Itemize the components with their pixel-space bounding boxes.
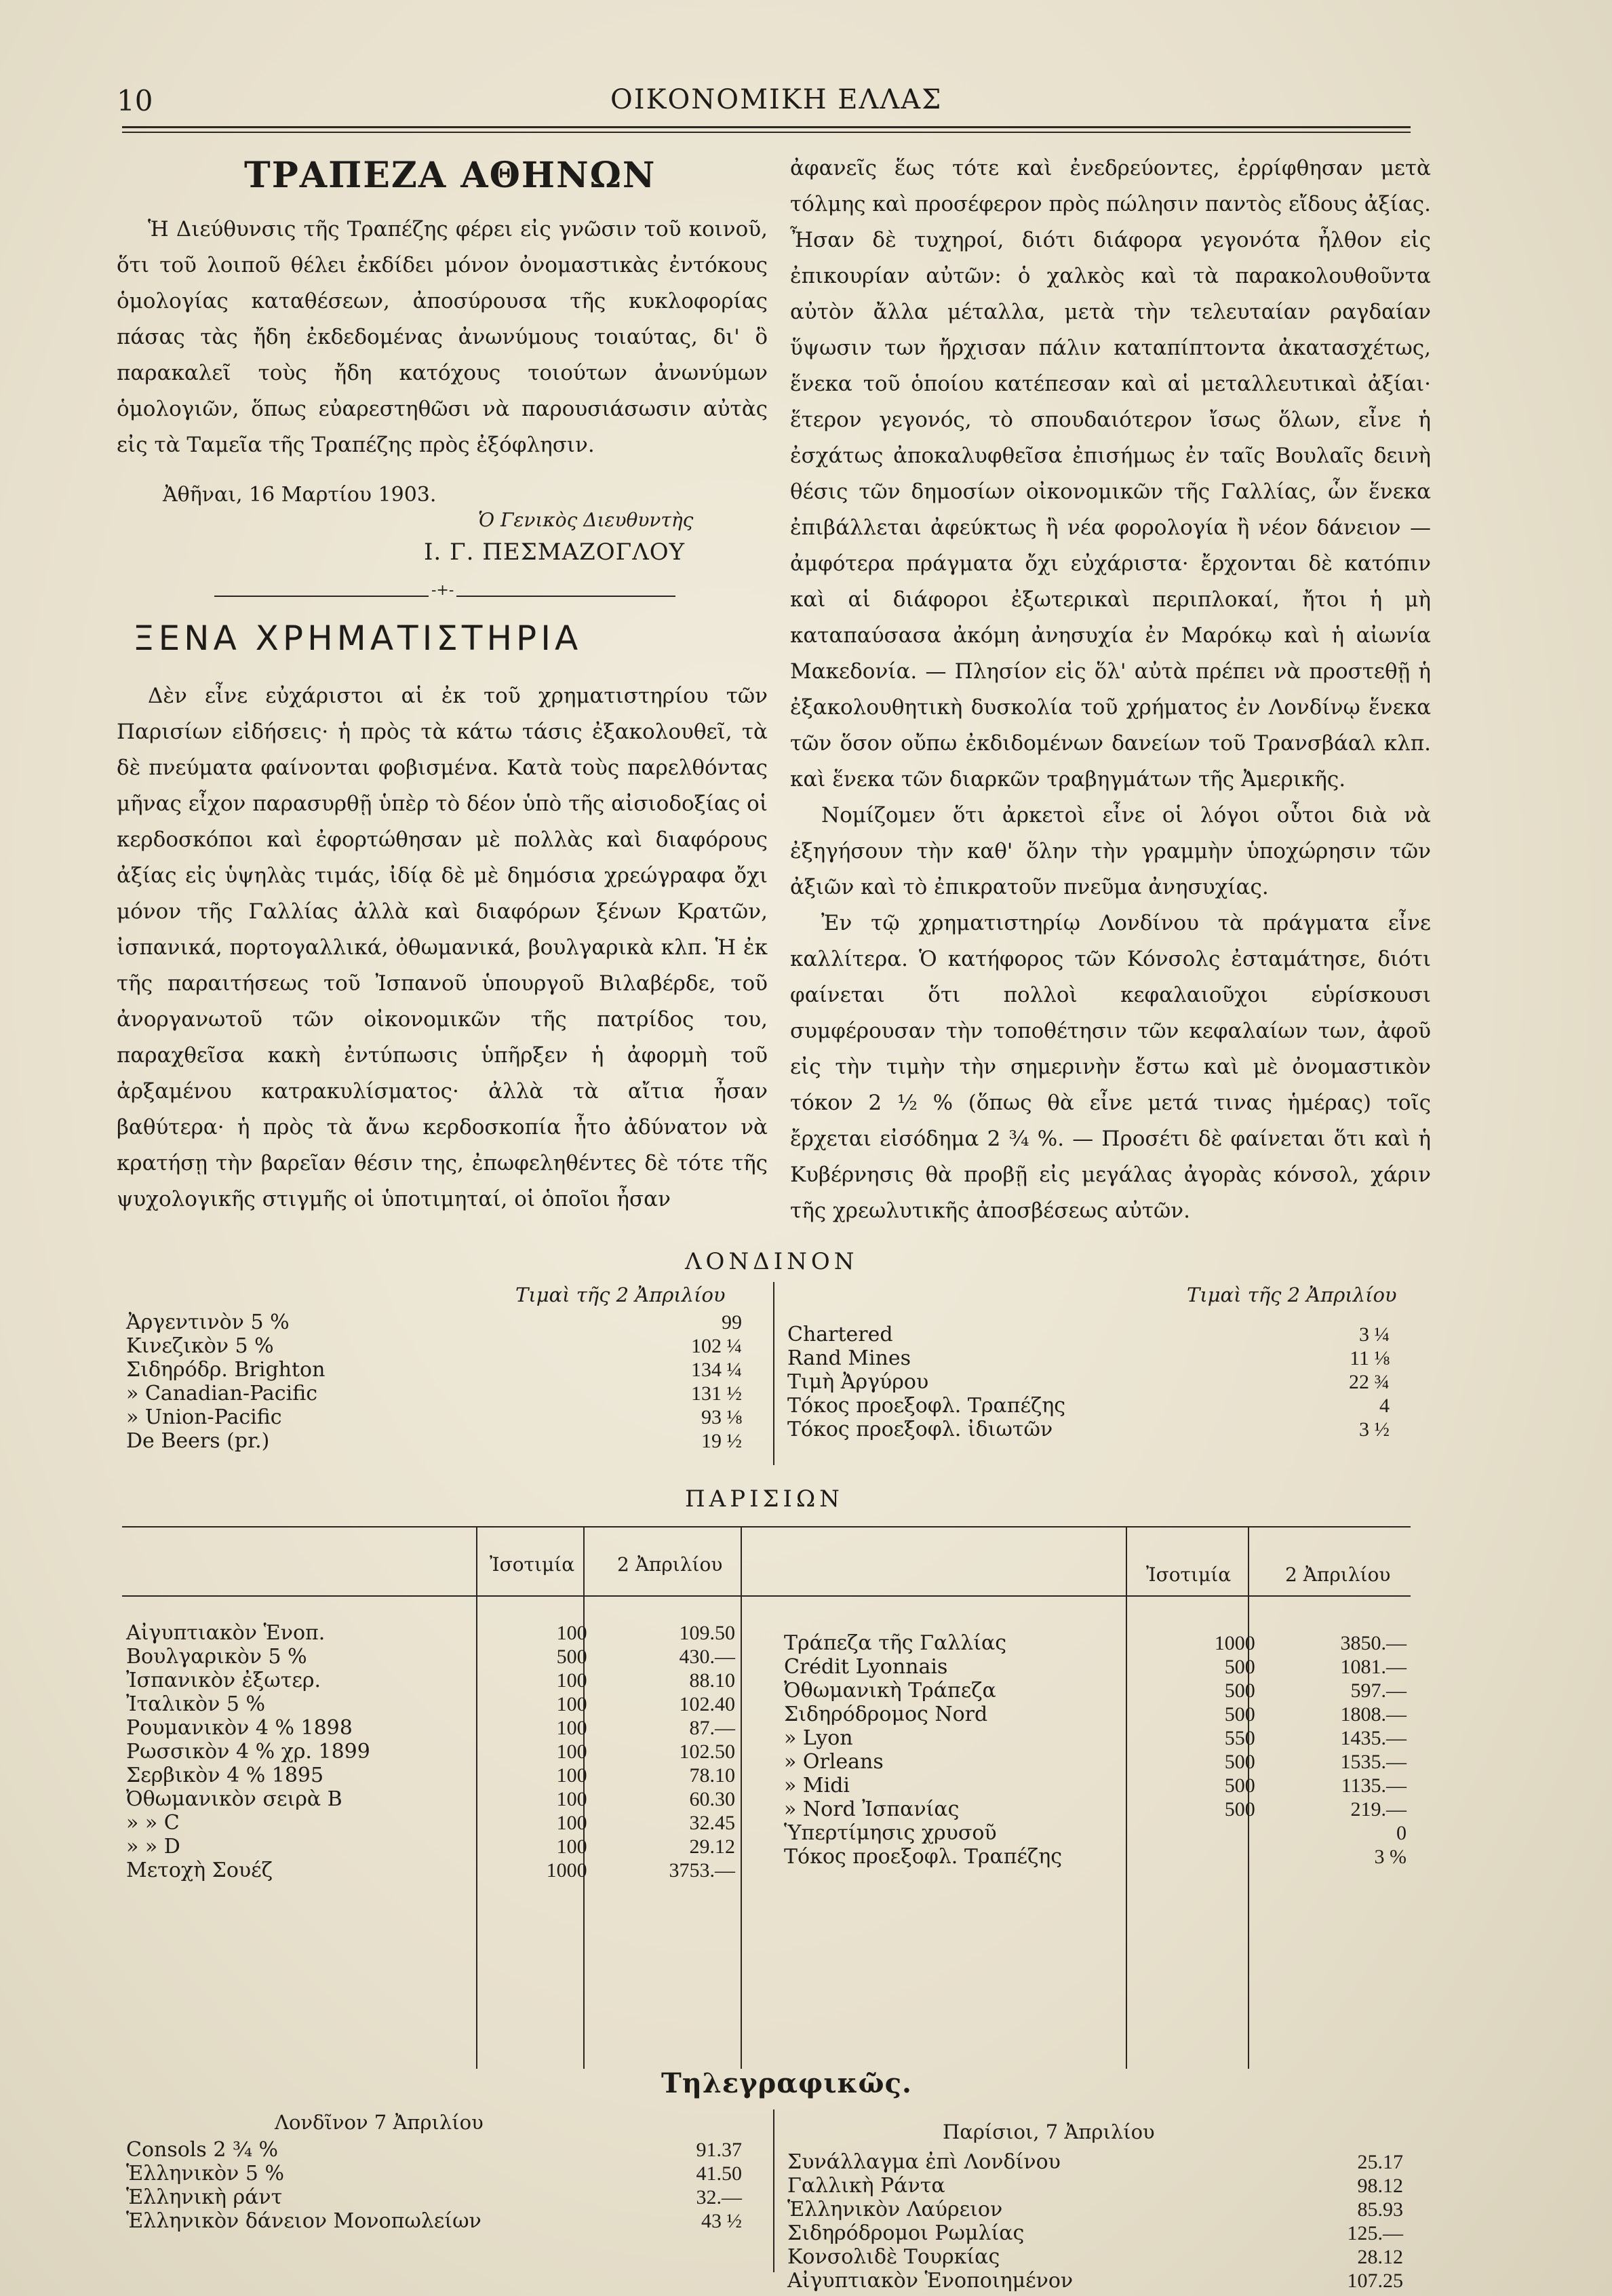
header-rule-thin — [122, 132, 1411, 133]
price-value: 28.12 — [1357, 2246, 1403, 2268]
paris-row — [780, 1750, 1411, 1774]
parity-value: 500 — [1224, 1656, 1255, 1678]
telegraph-paris-table — [783, 2150, 1407, 2293]
price-value: 3753.— — [669, 1859, 735, 1882]
security-name: Κονσολιδὲ Τουρκίας — [787, 2245, 1000, 2269]
price-value: 102.50 — [679, 1740, 735, 1763]
london-row — [122, 1334, 746, 1358]
security-name: Ἑλληνικὸν δάνειον Μονοπωλείων — [126, 2209, 481, 2233]
price-value: 19 ½ — [701, 1430, 742, 1452]
security-name: Τράπεζα τῆς Γαλλίας — [784, 1631, 1007, 1655]
paris-row — [122, 1740, 739, 1764]
paris-header-rule — [122, 1595, 1411, 1597]
price-value: 3 % — [1374, 1846, 1407, 1868]
paris-right-col-parity: Ἰσοτιμία — [1146, 1563, 1232, 1586]
bank-notice-date: Ἀθῆναι, 16 Μαρτίου 1903. — [163, 483, 437, 507]
telegraph-row — [783, 2245, 1407, 2269]
security-name: » Orleans — [784, 1750, 884, 1774]
paris-row — [122, 1811, 739, 1835]
security-name: Αἰγυπτιακὸν Ἑνοποιημένον — [787, 2269, 1074, 2293]
price-value: 109.50 — [679, 1622, 735, 1644]
security-name: » » D — [126, 1835, 180, 1859]
security-name: Γαλλικὴ Ράντα — [787, 2174, 945, 2198]
security-name: Ὀθωμανικὸν σειρὰ B — [126, 1787, 342, 1811]
price-value: 32.45 — [689, 1812, 735, 1834]
security-name: » » C — [126, 1811, 180, 1835]
telegraph-row — [122, 2209, 746, 2233]
paris-row — [780, 1702, 1411, 1726]
telegraph-column-divider — [773, 2109, 774, 2272]
telegraph-row — [783, 2269, 1407, 2293]
price-value: 107.25 — [1347, 2270, 1403, 2292]
price-value: 1081.— — [1340, 1656, 1407, 1678]
parity-value: 500 — [1224, 1751, 1255, 1773]
paris-row — [122, 1835, 739, 1859]
price-value: 4 — [1379, 1395, 1390, 1417]
parity-value: 1000 — [1214, 1632, 1255, 1654]
security-name: Συνάλλαγμα ἐπὶ Λονδίνου — [787, 2150, 1061, 2174]
london-left-header: Τιμαὶ τῆς 2 Ἀπριλίου — [515, 1283, 726, 1306]
price-value: 1135.— — [1341, 1774, 1407, 1797]
security-name: Rand Mines — [787, 1346, 911, 1370]
security-name: Κινεζικὸν 5 % — [126, 1334, 274, 1358]
security-name: Ἑλληνικὸν 5 % — [126, 2162, 284, 2185]
telegraph-row — [783, 2221, 1407, 2245]
markets-left-text: Δὲν εἶνε εὐχάριστοι αἱ ἐκ τοῦ χρηματιστηρίου τῶν Παρισίων εἰδήσεις· ἡ πρὸς τὰ κάτω τάσις ἐξακολουθεῖ, τὰ δὲ πνεύματα φαίνονται φοβισμένα. Κατὰ τοὺς παρελθόντας μῆνας εἶχον παρασυρθῇ ὑπὲρ τὸ δέον ὑπὸ τῆς αἰσιοδοξίας οἱ κερδοσκόποι καὶ ἐφορτώθησαν μὲ πολλὰς καὶ διαφόρους ἀξίας εἰς ὑψηλὰς τιμάς, ἰδίᾳ δὲ μὲ δημόσια χρεώγραφα ὄχι μόνον τῆς Γαλλίας ἀλλὰ καὶ διαφόρων ξένων Κρατῶν, ἰσπανικά, πορτογαλλικά, ὀθωμανικά, βουλγαρικὰ κλπ. Ἡ ἐκ τῆς παραιτήσεως τοῦ Ἰσπανοῦ ὑπουργοῦ Βιλαβέρδε, τοῦ ἀνοργανωτοῦ τῶν οἰκονομικῶν τῆς πατρίδος του, παραχθεῖσα κακὴ ἐντύπωσις ὑπῆρξεν ἡ ἀφορμὴ τοῦ ἀρξαμένου κατρακυλίσματος· ἀλλὰ τὰ αἴτια ἦσαν βαθύτερα· ἡ πρὸς τὰ ἄνω κερδοσκοπία ἦτο ἀδύνατον νὰ κρατήσῃ τὴν βαρεῖαν θέσιν της, ἐπωφεληθέντες δὲ τότε τῆς ψυχολογικῆς στιγμῆς οἱ ὑποτιμηταί, οἱ ὁποῖοι ἦσαν — [117, 684, 768, 1211]
paris-left-table — [122, 1621, 739, 1882]
parity-value — [1158, 1821, 1259, 1845]
price-value: 87.— — [689, 1717, 735, 1739]
london-row — [783, 1370, 1394, 1394]
markets-right-text-1: ἀφανεῖς ἕως τότε καὶ ἐνεδρεύοντες, ἐρρίφθησαν μετὰ τόλμης καὶ προσέφερον πρὸς πώλησιν παντὸς εἴδους ἀξίας. Ἦσαν δὲ τυχηροί, διότι διάφορα γεγονότα ἦλθον εἰς ἐπικουρίαν αὐτῶν: ὁ χαλκὸς καὶ τὰ παρακολουθοῦντα αὐτὸν ἄλλα μέταλλα, μετὰ τὴν τελευταίαν ραγδαίαν ὕψωσιν των ἤρχισαν πάλιν καταπίπτοντα ἀκατασχέτως, ἕνεκα τοῦ ὁποίου κατέπεσαν καὶ αἱ μεταλλευτικαὶ ἀξίαι· ἕτερον γεγονός, τὸ σπουδαιότερον ἴσως ὅλων, εἶνε ἡ ἐσχάτως ἀποκαλυφθεῖσα ἐπισήμως ἐν ταῖς Βουλαῖς δεινὴ θέσις τῶν δημοσίων οἰκονομικῶν τῆς Γαλλίας, ὧν ἕνεκα ἐπιβάλλεται ἀφεύκτως ἢ νέα φορολογία ἢ νέον δάνειον — ἀμφότερα πράγματα ὄχι εὐχάριστα· ἔρχονται δὲ κατόπιν καὶ αἱ διάφοροι ἐξωτερικαὶ περιπλοκαί, ἤτοι ἡ μὴ καταπαύσασα ἀκόμη ἀνησυχία ἐν Μαρόκῳ καὶ ἡ αἰωνία Μακεδονία. — Πλησίον εἰς ὅλ' αὐτὰ πρέπει νὰ προστεθῇ ἡ ἐξακολουθητικὴ δυσκολία τοῦ χρήματος ἐν Λονδίνῳ ἕνεκα τῶν ὅσον οὔπω ἐκδιδομένων δανείων τοῦ Τρανσβάαλ κλπ. καὶ ἕνεκα τῶν διαρκῶν τραβηγμάτων τῆς Ἀμερικῆς. — [790, 156, 1432, 792]
paris-right-table — [780, 1631, 1411, 1869]
london-row — [122, 1382, 746, 1405]
telegraph-row — [783, 2174, 1407, 2198]
security-name: Chartered — [787, 1323, 893, 1346]
price-value: 32.— — [696, 2186, 742, 2209]
parity-value: 500 — [1224, 1798, 1255, 1821]
parity-value: 500 — [1224, 1679, 1255, 1702]
london-heading: ΛΟΝΔΙΝΟΝ — [685, 1248, 859, 1275]
section-divider-mark: -+- — [429, 582, 456, 599]
article-title-bank: ΤΡΑΠΕΖΑ ΑΘΗΝΩΝ — [244, 155, 656, 196]
london-row — [122, 1358, 746, 1382]
price-value: 0 — [1396, 1822, 1407, 1844]
price-value: 98.12 — [1357, 2175, 1403, 2197]
paris-row — [122, 1669, 739, 1692]
paris-row — [122, 1716, 739, 1740]
security-name: Crédit Lyonnais — [784, 1655, 948, 1679]
markets-right-text-3: Ἐν τῷ χρηματιστηρίῳ Λονδίνου τὰ πράγματα εἶνε καλλίτερα. Ὁ κατήφορος τῶν Κόνσολς ἐσταμάτησε, διότι φαίνεται ὅτι πολλοὶ κεφαλαιοῦχοι εὑρίσκουσι συμφέρουσαν τὴν τοποθέτησιν τῶν κεφαλαίων των, ἀφοῦ εἰς τὴν τιμὴν τὴν σημερινὴν ἔστω καὶ μὲ ὀνομαστικὸν τόκον 2 ½ % (ὅπως θὰ εἶνε μετά τινας ἡμέρας) τοῖς ἔρχεται εἰσόδημα 2 ¾ %. — Προσέτι δὲ φαίνεται ὅτι καὶ ἡ Κυβέρνησις θὰ προβῇ εἰς μεγάλας ἀγορὰς κόνσολ, χάριν τῆς χρεωλυτικῆς ἀποσβέσεως αὐτῶν. — [790, 911, 1431, 1223]
paris-row — [780, 1845, 1411, 1869]
parity-value: 100 — [556, 1764, 587, 1787]
security-name: » Midi — [784, 1774, 850, 1797]
paris-row — [780, 1631, 1411, 1655]
parity-value: 100 — [556, 1788, 587, 1810]
security-name: Σιδηρόδρ. Brighton — [126, 1358, 326, 1382]
price-value: 219.— — [1350, 1798, 1407, 1821]
paris-left-col-date: 2 Ἀπριλίου — [617, 1553, 723, 1576]
paris-row — [780, 1679, 1411, 1702]
paris-row — [122, 1692, 739, 1716]
paris-row — [122, 1859, 739, 1882]
parity-value: 550 — [1224, 1727, 1255, 1749]
telegraph-row — [783, 2150, 1407, 2174]
london-row — [783, 1323, 1394, 1346]
price-value: 430.— — [679, 1646, 735, 1668]
security-name: Ἑλληνικὴ ράντ — [126, 2185, 283, 2209]
security-name: » Union-Pacific — [126, 1405, 282, 1429]
price-value: 3 ¼ — [1359, 1323, 1390, 1346]
london-row — [783, 1394, 1394, 1418]
article-title-markets: ΞΕΝΑ ΧΡΗΜΑΤΙΣΤΗΡΙΑ — [133, 619, 583, 658]
price-value: 88.10 — [689, 1669, 735, 1692]
price-value: 22 ¾ — [1349, 1371, 1390, 1393]
price-value: 99 — [722, 1311, 742, 1334]
signature-name: Ι. Γ. ΠΕΣΜΑΖΟΓΛΟΥ — [424, 539, 686, 566]
parity-value: 100 — [556, 1669, 587, 1692]
paris-right-col-date: 2 Ἀπριλίου — [1285, 1563, 1391, 1586]
parity-value: 100 — [556, 1693, 587, 1715]
london-row — [122, 1429, 746, 1453]
paris-row — [780, 1655, 1411, 1679]
security-name: Αἰγυπτιακὸν Ἑνοπ. — [126, 1621, 326, 1645]
price-value: 3850.— — [1340, 1632, 1407, 1654]
price-value: 131 ½ — [691, 1382, 742, 1405]
parity-value: 500 — [1224, 1703, 1255, 1726]
paris-vline-3 — [741, 1526, 742, 2069]
security-name: Τόκος προεξοφλ. Τραπέζης — [784, 1845, 1063, 1869]
telegraph-paris-header: Παρίσιοι, 7 Ἀπριλίου — [943, 2120, 1155, 2143]
security-name: Ἰσπανικὸν ἐξωτερ. — [126, 1669, 321, 1692]
london-right-header: Τιμαὶ τῆς 2 Ἀπριλίου — [1187, 1283, 1397, 1306]
page-number: 10 — [117, 84, 153, 117]
bank-notice-text: Ἡ Διεύθυνσις τῆς Τραπέζης φέρει εἰς γνῶσιν τοῦ κοινοῦ, ὅτι τοῦ λοιποῦ θέλει ἐκδίδει μόνον ὀνομαστικὰς ἐντόκους ὁμολογίας καταθέσεων, ἀποσύρουσα τῆς κυκλοφορίας πάσας τὰς ἤδη ἐκδεδομένας ἀνωνύμους τοιαύτας, δι' ὃ παρακαλεῖ τοὺς ἤδη κατόχους τοιούτων ἀνωνύμων ὁμολογιῶν, ὅπως εὐαρεστηθῶσι νὰ παρουσιάσωσιν αὐτὰς εἰς τὰ Ταμεῖα τῆς Τραπέζης πρὸς ἐξόφλησιν. — [117, 217, 768, 457]
security-name: Σιδηρόδρομος Nord — [784, 1702, 988, 1726]
running-title: ΟΙΚΟΝΟΜΙΚΗ ΕΛΛΑΣ — [610, 84, 943, 115]
paris-row — [122, 1645, 739, 1669]
security-name: Βουλγαρικὸν 5 % — [126, 1645, 307, 1669]
price-value: 78.10 — [689, 1764, 735, 1787]
paris-row — [780, 1774, 1411, 1797]
parity-value: 100 — [556, 1740, 587, 1763]
price-value: 29.12 — [689, 1835, 735, 1858]
price-value: 1435.— — [1340, 1727, 1407, 1749]
price-value: 102 ¼ — [691, 1335, 742, 1357]
paris-row — [122, 1621, 739, 1645]
security-name: De Beers (pr.) — [126, 1429, 270, 1453]
parity-value: 100 — [556, 1812, 587, 1834]
paris-row — [122, 1787, 739, 1811]
telegraph-row — [122, 2138, 746, 2162]
price-value: 43 ½ — [701, 2210, 742, 2232]
security-name: » Canadian-Pacific — [126, 1382, 318, 1405]
price-value: 1535.— — [1340, 1751, 1407, 1773]
london-row — [783, 1418, 1394, 1441]
markets-left-body — [117, 678, 768, 1218]
security-name: » Nord Ἰσπανίας — [784, 1797, 960, 1821]
parity-value: 500 — [1224, 1774, 1255, 1797]
price-value: 102.40 — [679, 1693, 735, 1715]
telegraph-row — [122, 2162, 746, 2185]
security-name: Consols 2 ¾ % — [126, 2138, 279, 2162]
price-value: 597.— — [1350, 1679, 1407, 1702]
security-name: Ὀθωμανικὴ Τράπεζα — [784, 1679, 996, 1702]
telegraph-london-header: Λονδῖνον 7 Ἀπριλίου — [275, 2111, 484, 2134]
price-value: 91.37 — [696, 2139, 742, 2161]
markets-right-body — [790, 151, 1431, 1229]
security-name: Τόκος προεξοφλ. ἰδιωτῶν — [787, 1418, 1053, 1441]
security-name: Ἀργεντινὸν 5 % — [126, 1310, 290, 1334]
telegraph-london-table — [122, 2138, 746, 2233]
security-name: Ρουμανικὸν 4 % 1898 — [126, 1716, 353, 1740]
parity-value: 100 — [556, 1622, 587, 1644]
markets-right-text-2: Νομίζομεν ὅτι ἀρκετοὶ εἶνε οἱ λόγοι οὗτοι διὰ νὰ ἐξηγήσουν τὴν καθ' ὅλην τὴν γραμμὴν ὑποχώρησιν τῶν ἀξιῶν καὶ τὸ ἐπικρατοῦν πνεῦμα ἀνησυχίας. — [790, 803, 1431, 899]
parity-value: 1000 — [546, 1859, 587, 1882]
telegraph-row — [783, 2198, 1407, 2221]
price-value: 93 ⅛ — [701, 1406, 742, 1428]
parity-value — [1158, 1845, 1259, 1869]
signature-role: Ὁ Γενικὸς Διευθυντὴς — [478, 509, 694, 531]
security-name: Ὑπερτίμησις χρυσοῦ — [784, 1821, 997, 1845]
london-left-table — [122, 1310, 746, 1453]
security-name: Ἰταλικὸν 5 % — [126, 1692, 265, 1716]
telegraph-row — [122, 2185, 746, 2209]
price-value: 41.50 — [696, 2162, 742, 2185]
paris-top-rule — [122, 1526, 1411, 1528]
price-value: 134 ¼ — [691, 1359, 742, 1381]
london-column-divider — [773, 1282, 774, 1465]
paris-row — [780, 1726, 1411, 1750]
security-name: Μετοχὴ Σουέζ — [126, 1859, 273, 1882]
telegraph-heading: Τηλεγραφικῶς. — [661, 2067, 912, 2099]
parity-value: 100 — [556, 1835, 587, 1858]
london-row — [122, 1310, 746, 1334]
price-value: 1808.— — [1340, 1703, 1407, 1726]
price-value: 125.— — [1347, 2222, 1403, 2244]
paris-left-col-parity: Ἰσοτιμία — [490, 1553, 575, 1576]
security-name: Τιμὴ Ἀργύρου — [787, 1370, 929, 1394]
security-name: Τόκος προεξοφλ. Τραπέζης — [787, 1394, 1066, 1418]
price-value: 3 ½ — [1359, 1418, 1390, 1441]
london-row — [783, 1346, 1394, 1370]
paris-row — [780, 1797, 1411, 1821]
security-name: Σιδηρόδρομοι Ρωμλίας — [787, 2221, 1025, 2245]
security-name: » Lyon — [784, 1726, 853, 1750]
security-name: Ἑλληνικὸν Λαύρειον — [787, 2198, 1003, 2221]
paris-heading: ΠΑΡΙΣΙΩΝ — [685, 1485, 844, 1513]
price-value: 85.93 — [1357, 2198, 1403, 2221]
paris-row — [780, 1821, 1411, 1845]
london-right-table — [783, 1323, 1394, 1441]
security-name: Ρωσσικὸν 4 % χρ. 1899 — [126, 1740, 370, 1764]
london-row — [122, 1405, 746, 1429]
paris-row — [122, 1764, 739, 1787]
bank-notice-body — [117, 212, 768, 463]
security-name: Σερβικὸν 4 % 1895 — [126, 1764, 324, 1787]
header-rule — [122, 126, 1411, 128]
parity-value: 500 — [556, 1646, 587, 1668]
price-value: 25.17 — [1357, 2151, 1403, 2173]
parity-value: 100 — [556, 1717, 587, 1739]
price-value: 11 ⅛ — [1350, 1347, 1390, 1369]
price-value: 60.30 — [689, 1788, 735, 1810]
